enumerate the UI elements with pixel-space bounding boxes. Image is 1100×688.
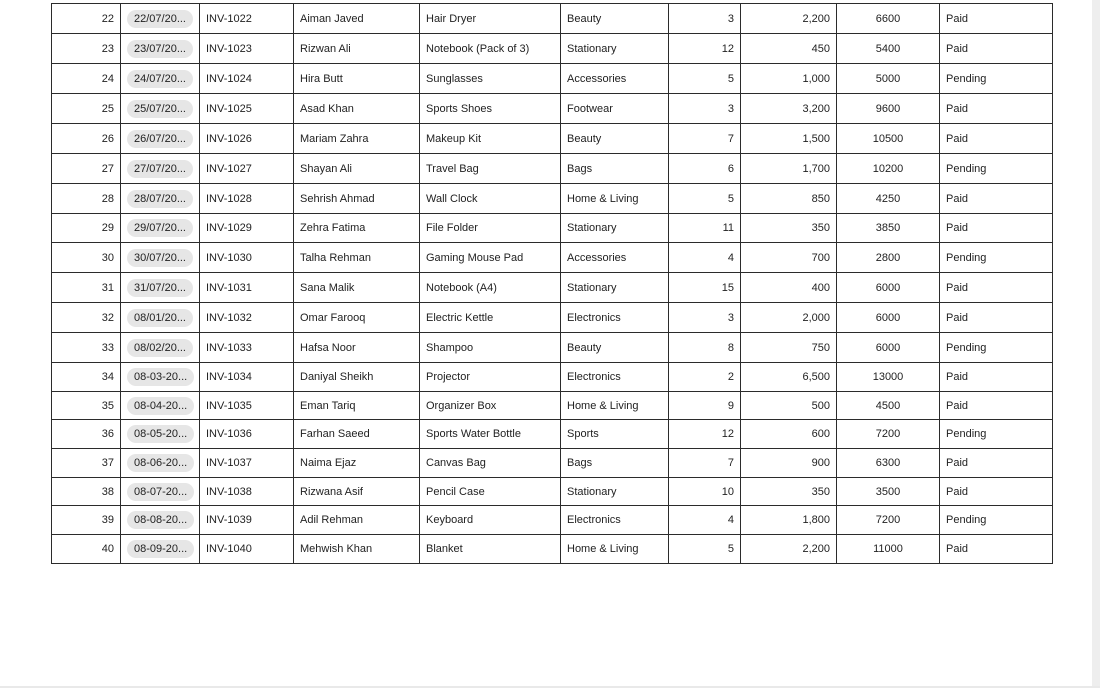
table-row [52,478,1053,506]
cell-status[interactable]: Paid [940,124,1053,154]
cell-customer[interactable]: Adil Rehman [294,506,420,535]
cell-customer[interactable]: Hira Butt [294,64,420,94]
cell-unit-price[interactable]: 450 [741,34,837,64]
cell-customer[interactable]: Mehwish Khan [294,535,420,564]
cell-status[interactable]: Paid [940,363,1053,392]
cell-customer[interactable]: Sehrish Ahmad [294,184,420,214]
table-row [52,392,1053,420]
cell-customer[interactable]: Farhan Saeed [294,420,420,449]
cell-quantity[interactable]: 9 [669,392,741,420]
cell-product[interactable]: Canvas Bag [420,449,561,478]
cell-invoice[interactable]: INV-1031 [200,273,294,303]
table-row [52,535,1053,564]
cell-total[interactable]: 6000 [837,273,940,303]
cell-invoice[interactable]: INV-1029 [200,214,294,243]
cell-row-number[interactable]: 30 [52,243,121,273]
cell-category[interactable]: Electronics [561,363,669,392]
cell-total[interactable]: 6000 [837,333,940,363]
cell-product[interactable]: Hair Dryer [420,4,561,34]
cell-product[interactable]: Organizer Box [420,392,561,420]
cell-product[interactable]: Wall Clock [420,184,561,214]
cell-customer[interactable]: Eman Tariq [294,392,420,420]
cell-date[interactable] [121,303,200,333]
cell-customer[interactable]: Asad Khan [294,94,420,124]
date-chip[interactable]: 08-07-20... [127,483,194,501]
cell-category[interactable]: Beauty [561,333,669,363]
cell-total[interactable]: 6600 [837,4,940,34]
cell-unit-price[interactable]: 1,500 [741,124,837,154]
date-chip[interactable]: 31/07/20... [127,279,193,297]
scrollbar-track[interactable] [1092,0,1100,688]
cell-category[interactable]: Accessories [561,243,669,273]
cell-invoice[interactable]: INV-1028 [200,184,294,214]
cell-invoice[interactable]: INV-1039 [200,506,294,535]
cell-unit-price[interactable]: 2,000 [741,303,837,333]
cell-category[interactable]: Accessories [561,64,669,94]
cell-quantity[interactable]: 15 [669,273,741,303]
date-chip[interactable]: 08-04-20... [127,397,194,415]
cell-unit-price[interactable]: 2,200 [741,535,837,564]
cell-quantity[interactable]: 4 [669,506,741,535]
cell-total[interactable]: 10200 [837,154,940,184]
table-row [52,273,1053,303]
cell-total[interactable]: 6300 [837,449,940,478]
cell-row-number[interactable]: 32 [52,303,121,333]
cell-date[interactable] [121,420,200,449]
cell-date[interactable] [121,34,200,64]
cell-row-number[interactable]: 34 [52,363,121,392]
cell-invoice[interactable]: INV-1037 [200,449,294,478]
cell-product[interactable]: Electric Kettle [420,303,561,333]
date-chip[interactable]: 24/07/20... [127,70,193,88]
cell-quantity[interactable]: 7 [669,449,741,478]
cell-total[interactable]: 3850 [837,214,940,243]
cell-status[interactable]: Paid [940,214,1053,243]
cell-customer[interactable]: Rizwan Ali [294,34,420,64]
cell-row-number[interactable]: 26 [52,124,121,154]
cell-status[interactable]: Paid [940,184,1053,214]
cell-quantity[interactable]: 6 [669,154,741,184]
cell-status[interactable]: Paid [940,4,1053,34]
cell-customer[interactable]: Shayan Ali [294,154,420,184]
cell-invoice[interactable]: INV-1027 [200,154,294,184]
cell-status[interactable]: Pending [940,243,1053,273]
date-chip[interactable]: 08/02/20... [127,339,193,357]
table-row [52,34,1053,64]
date-chip[interactable]: 08-08-20... [127,511,194,529]
cell-total[interactable]: 11000 [837,535,940,564]
table-row [52,243,1053,273]
cell-date[interactable] [121,64,200,94]
cell-status[interactable]: Paid [940,94,1053,124]
cell-status[interactable]: Pending [940,154,1053,184]
cell-invoice[interactable]: INV-1040 [200,535,294,564]
cell-unit-price[interactable]: 6,500 [741,363,837,392]
cell-product[interactable]: Notebook (Pack of 3) [420,34,561,64]
cell-product[interactable]: Notebook (A4) [420,273,561,303]
cell-unit-price[interactable]: 2,200 [741,4,837,34]
cell-customer[interactable]: Mariam Zahra [294,124,420,154]
cell-row-number[interactable]: 27 [52,154,121,184]
table-row [52,4,1053,34]
cell-invoice[interactable]: INV-1026 [200,124,294,154]
cell-customer[interactable]: Zehra Fatima [294,214,420,243]
cell-row-number[interactable]: 31 [52,273,121,303]
cell-row-number[interactable]: 35 [52,392,121,420]
cell-date[interactable] [121,243,200,273]
cell-row-number[interactable]: 22 [52,4,121,34]
cell-customer[interactable]: Sana Malik [294,273,420,303]
cell-invoice[interactable]: INV-1025 [200,94,294,124]
cell-product[interactable]: File Folder [420,214,561,243]
cell-category[interactable]: Sports [561,420,669,449]
table-row [52,184,1053,214]
date-chip[interactable]: 08-09-20... [127,540,194,558]
cell-quantity[interactable]: 12 [669,420,741,449]
table-row [52,363,1053,392]
cell-row-number[interactable]: 39 [52,506,121,535]
cell-total[interactable]: 10500 [837,124,940,154]
cell-quantity[interactable]: 3 [669,4,741,34]
cell-customer[interactable]: Aiman Javed [294,4,420,34]
cell-customer[interactable]: Talha Rehman [294,243,420,273]
date-chip[interactable]: 08-06-20... [127,454,194,472]
table-row [52,214,1053,243]
cell-invoice[interactable]: INV-1034 [200,363,294,392]
cell-status[interactable]: Pending [940,506,1053,535]
cell-total[interactable]: 7200 [837,506,940,535]
cell-category[interactable]: Stationary [561,214,669,243]
cell-category[interactable]: Home & Living [561,184,669,214]
cell-invoice[interactable]: INV-1023 [200,34,294,64]
cell-status[interactable]: Paid [940,34,1053,64]
cell-unit-price[interactable]: 1,000 [741,64,837,94]
cell-quantity[interactable]: 11 [669,214,741,243]
cell-row-number[interactable]: 36 [52,420,121,449]
cell-customer[interactable]: Naima Ejaz [294,449,420,478]
table-row [52,94,1053,124]
cell-product[interactable]: Sunglasses [420,64,561,94]
table-body [52,4,1053,564]
cell-total[interactable]: 5400 [837,34,940,64]
cell-row-number[interactable]: 23 [52,34,121,64]
cell-product[interactable]: Makeup Kit [420,124,561,154]
cell-product[interactable]: Shampoo [420,333,561,363]
table-row [52,124,1053,154]
cell-unit-price[interactable]: 900 [741,449,837,478]
cell-unit-price[interactable]: 850 [741,184,837,214]
cell-row-number[interactable]: 28 [52,184,121,214]
cell-quantity[interactable]: 3 [669,94,741,124]
table-row [52,333,1053,363]
cell-quantity[interactable]: 7 [669,124,741,154]
cell-status[interactable]: Paid [940,273,1053,303]
cell-category[interactable]: Bags [561,154,669,184]
table-row [52,154,1053,184]
cell-total[interactable]: 9600 [837,94,940,124]
cell-unit-price[interactable]: 700 [741,243,837,273]
cell-total[interactable]: 4250 [837,184,940,214]
cell-date[interactable] [121,363,200,392]
cell-category[interactable]: Stationary [561,34,669,64]
table-row [52,303,1053,333]
cell-customer[interactable]: Daniyal Sheikh [294,363,420,392]
date-chip[interactable]: 30/07/20... [127,249,193,267]
cell-date[interactable] [121,478,200,506]
cell-quantity[interactable]: 12 [669,34,741,64]
cell-status[interactable]: Paid [940,303,1053,333]
cell-total[interactable]: 3500 [837,478,940,506]
cell-unit-price[interactable]: 400 [741,273,837,303]
cell-row-number[interactable]: 37 [52,449,121,478]
date-chip[interactable]: 08/01/20... [127,309,193,327]
table-row [52,449,1053,478]
table-row [52,420,1053,449]
cell-row-number[interactable]: 24 [52,64,121,94]
cell-quantity[interactable]: 3 [669,303,741,333]
cell-quantity[interactable]: 2 [669,363,741,392]
date-chip[interactable]: 23/07/20... [127,40,193,58]
cell-status[interactable]: Paid [940,449,1053,478]
sales-table [51,3,1053,564]
cell-date[interactable] [121,214,200,243]
cell-invoice[interactable]: INV-1024 [200,64,294,94]
cell-customer[interactable]: Hafsa Noor [294,333,420,363]
cell-product[interactable]: Travel Bag [420,154,561,184]
cell-status[interactable]: Paid [940,392,1053,420]
cell-category[interactable]: Beauty [561,124,669,154]
cell-unit-price[interactable]: 750 [741,333,837,363]
cell-category[interactable]: Home & Living [561,535,669,564]
cell-quantity[interactable]: 5 [669,64,741,94]
cell-date[interactable] [121,4,200,34]
cell-unit-price[interactable]: 350 [741,478,837,506]
cell-quantity[interactable]: 8 [669,333,741,363]
cell-total[interactable]: 13000 [837,363,940,392]
cell-product[interactable]: Gaming Mouse Pad [420,243,561,273]
cell-quantity[interactable]: 10 [669,478,741,506]
date-chip[interactable]: 27/07/20... [127,160,193,178]
cell-date[interactable] [121,94,200,124]
cell-unit-price[interactable]: 500 [741,392,837,420]
cell-invoice[interactable]: INV-1030 [200,243,294,273]
cell-unit-price[interactable]: 600 [741,420,837,449]
cell-total[interactable]: 5000 [837,64,940,94]
cell-date[interactable] [121,506,200,535]
cell-status[interactable]: Pending [940,64,1053,94]
cell-product[interactable]: Pencil Case [420,478,561,506]
cell-invoice[interactable]: INV-1033 [200,333,294,363]
cell-category[interactable]: Beauty [561,4,669,34]
date-chip[interactable]: 08-03-20... [127,368,194,386]
cell-row-number[interactable]: 25 [52,94,121,124]
cell-date[interactable] [121,449,200,478]
cell-product[interactable]: Sports Shoes [420,94,561,124]
cell-category[interactable]: Electronics [561,303,669,333]
date-chip[interactable]: 25/07/20... [127,100,193,118]
table-row [52,506,1053,535]
cell-row-number[interactable]: 38 [52,478,121,506]
cell-row-number[interactable]: 33 [52,333,121,363]
cell-date[interactable] [121,333,200,363]
cell-invoice[interactable]: INV-1032 [200,303,294,333]
cell-category[interactable]: Bags [561,449,669,478]
date-chip[interactable]: 29/07/20... [127,219,193,237]
cell-quantity[interactable]: 5 [669,535,741,564]
cell-category[interactable]: Stationary [561,273,669,303]
cell-invoice[interactable]: INV-1038 [200,478,294,506]
cell-category[interactable]: Home & Living [561,392,669,420]
cell-product[interactable]: Projector [420,363,561,392]
cell-status[interactable]: Paid [940,535,1053,564]
cell-unit-price[interactable]: 350 [741,214,837,243]
cell-invoice[interactable]: INV-1035 [200,392,294,420]
cell-unit-price[interactable]: 3,200 [741,94,837,124]
cell-category[interactable]: Footwear [561,94,669,124]
cell-status[interactable]: Paid [940,478,1053,506]
cell-date[interactable] [121,392,200,420]
date-chip[interactable]: 22/07/20... [127,10,193,28]
cell-product[interactable]: Keyboard [420,506,561,535]
cell-date[interactable] [121,273,200,303]
cell-total[interactable]: 4500 [837,392,940,420]
cell-customer[interactable]: Omar Farooq [294,303,420,333]
cell-date[interactable] [121,124,200,154]
table-row [52,64,1053,94]
cell-total[interactable]: 7200 [837,420,940,449]
cell-status[interactable]: Pending [940,333,1053,363]
cell-row-number[interactable]: 29 [52,214,121,243]
date-chip[interactable]: 28/07/20... [127,190,193,208]
cell-total[interactable]: 6000 [837,303,940,333]
cell-product[interactable]: Blanket [420,535,561,564]
cell-invoice[interactable]: INV-1036 [200,420,294,449]
date-chip[interactable]: 08-05-20... [127,425,194,443]
cell-status[interactable]: Pending [940,420,1053,449]
cell-unit-price[interactable]: 1,700 [741,154,837,184]
cell-product[interactable]: Sports Water Bottle [420,420,561,449]
cell-category[interactable]: Stationary [561,478,669,506]
cell-customer[interactable]: Rizwana Asif [294,478,420,506]
cell-total[interactable]: 2800 [837,243,940,273]
date-chip[interactable]: 26/07/20... [127,130,193,148]
cell-date[interactable] [121,184,200,214]
cell-quantity[interactable]: 5 [669,184,741,214]
cell-category[interactable]: Electronics [561,506,669,535]
cell-date[interactable] [121,154,200,184]
cell-quantity[interactable]: 4 [669,243,741,273]
cell-row-number[interactable]: 40 [52,535,121,564]
cell-unit-price[interactable]: 1,800 [741,506,837,535]
cell-date[interactable] [121,535,200,564]
cell-invoice[interactable]: INV-1022 [200,4,294,34]
